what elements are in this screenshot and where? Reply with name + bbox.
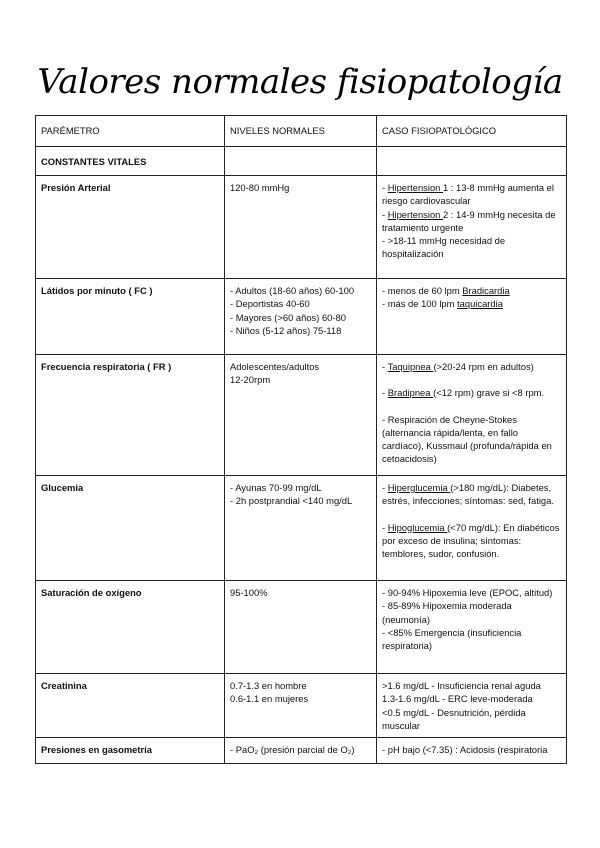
table-row [36,476,567,581]
normal-cell: - PaO₂ (presión parcial de O₂) [225,738,377,764]
param-cell: Saturación de oxígeno [36,581,225,674]
normal-cell: - Adultos (18-60 años) 60-100 - Deportistas 40-60 - Mayores (>60 años) 60-80 - Niños (5-12 años) 75-118 [225,279,377,355]
param-cell: Látidos por minuto ( FC ) [36,279,225,355]
caso-cell: - 90-94% Hipoxemia leve (EPOC, altitud) - 85-89% Hipoxemia moderada (neumonía) - <85% Emergencia (insuficiencia respiratoria) [377,581,567,674]
normal-cell: Adolescentes/adultos 12-20rpm [225,355,377,476]
normal-cell: 95-100% [225,581,377,674]
caso-cell: - menos de 60 lpm Bradicardia - más de 100 lpm taquicardia [377,279,567,355]
section-title: CONSTANTES VITALES [36,147,225,176]
table-row [36,738,567,764]
caso-cell: >1.6 mg/dL - Insuficiencia renal aguda 1.3-1.6 mg/dL - ERC leve-moderada <0.5 mg/dL - Desnutrición, pérdida muscular [377,674,567,738]
caso-cell: - pH bajo (<7.35) : Acidosis (respiratoria [377,738,567,764]
normal-cell: 120-80 mmHg [225,176,377,279]
param-cell: Presiones en gasometría [36,738,225,764]
page-title: Valores normales fisiopatología [37,62,563,102]
section-row [36,147,567,176]
header-niveles: NIVELES NORMALES [225,116,377,147]
param-cell: Frecuencia respiratoria ( FR ) [36,355,225,476]
normal-cell: - Ayunas 70-99 mg/dL - 2h postprandial <140 mg/dL [225,476,377,581]
table-row [36,355,567,476]
param-cell: Presión Arterial [36,176,225,279]
header-parametro: PARÉMETRO [36,116,225,147]
header-row [36,116,567,147]
caso-cell: - Taquipnea (>20-24 rpm en adultos) - Bradipnea (<12 rpm) grave si <8 rpm. - Respiración de Cheyne-Stokes (alternancia rápida/lenta, en fallo cardíaco), Kussmaul (profunda/rápida en cetoacidosis) [377,355,567,476]
caso-cell: - Hiperglucemia (>180 mg/dL): Diabetes, estrés, infecciones; síntomas: sed, fatiga. - Hipoglucemia (<70 mg/dL): En diabéticos por exceso de insulina; síntomas: temblores, sudor, confusión. [377,476,567,581]
table-row [36,176,567,279]
table-row [36,279,567,355]
reference-table [35,115,567,764]
param-cell: Glucemia [36,476,225,581]
caso-cell: - Hipertension 1 : 13-8 mmHg aumenta el riesgo cardiovascular - Hipertension 2 : 14-9 mmHg necesita de tratamiento urgente - >18-11 mmHg necesidad de hospitalización [377,176,567,279]
normal-cell: 0.7-1.3 en hombre 0.6-1.1 en mujeres [225,674,377,738]
param-cell: Creatinina [36,674,225,738]
table-row [36,581,567,674]
table-row [36,674,567,738]
header-caso: CASO FISIOPATOLÓGICO [377,116,567,147]
